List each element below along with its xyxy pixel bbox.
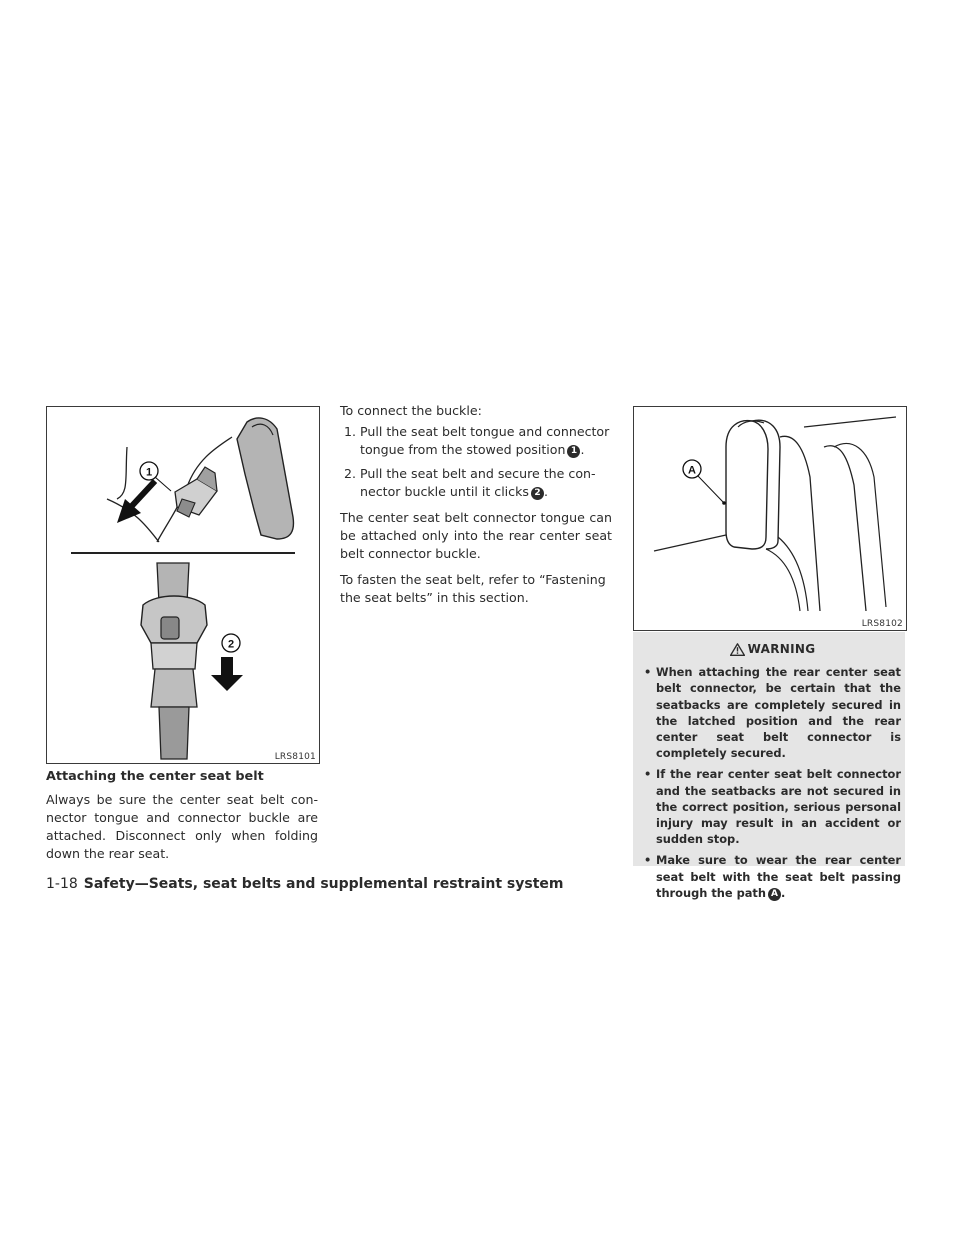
callout-1: 1 <box>145 466 153 479</box>
page-footer <box>46 876 564 892</box>
circled-2-icon: 2 <box>531 487 544 500</box>
warning-item: • If the rear center seat belt connector and the seatbacks are not secured in the correct position, serious personal injury may result in an accident or sudden stop. <box>644 767 901 847</box>
list-item <box>340 465 612 501</box>
warning-title: WARNING <box>644 641 901 657</box>
figure-seatback-path <box>633 406 907 631</box>
figure-code: LRS8101 <box>274 752 316 762</box>
step-text: Pull the seat belt and secure the con-nector buckle until it clicks 2 . <box>360 466 596 499</box>
section-heading: Attaching the center seat belt <box>46 769 264 784</box>
steps-list <box>340 423 612 501</box>
paragraph-attach: Always be sure the center seat belt con-nector tongue and connector buckle are attached. Disconnect only when folding down the rear seat. <box>46 792 318 861</box>
paragraph-connector: The center seat belt connector tongue can be attached only into the rear center seat belt connector buckle. <box>340 510 612 561</box>
seat-belt-illustration <box>47 407 319 763</box>
figure-seat-belt-buckle <box>46 406 320 764</box>
warning-box <box>633 632 905 900</box>
step-number: 2. <box>343 466 356 481</box>
warning-item: • Make sure to wear the rear center seat belt with the seat belt passing through the path A . <box>644 853 901 900</box>
page-number: 1-18 <box>46 876 78 892</box>
steps-intro: To connect the buckle: <box>340 403 482 418</box>
callout-2: 2 <box>227 638 235 651</box>
middle-column <box>340 402 612 615</box>
callout-a: A <box>688 464 696 477</box>
circled-a-icon: A <box>768 888 781 901</box>
warning-item: • When attaching the rear center seat belt connector, be certain that the seatbacks are completely secured in the latched position and the rear center seat belt connector is completely secured. <box>644 665 901 761</box>
paragraph-fasten: To fasten the seat belt, refer to “Fastening the seat belts” in this section. <box>340 572 606 605</box>
circled-1-icon: 1 <box>567 445 580 458</box>
list-item <box>340 423 612 459</box>
left-column <box>46 768 318 871</box>
step-text: Pull the seat belt tongue and connector tongue from the stowed position 1 . <box>360 424 610 457</box>
step-number: 1. <box>343 424 356 439</box>
section-title: Safety—Seats, seat belts and supplemental restraint system <box>83 876 564 892</box>
seatback-illustration <box>634 407 906 630</box>
figure-code: LRS8102 <box>861 619 903 629</box>
warning-triangle-icon <box>730 643 745 656</box>
